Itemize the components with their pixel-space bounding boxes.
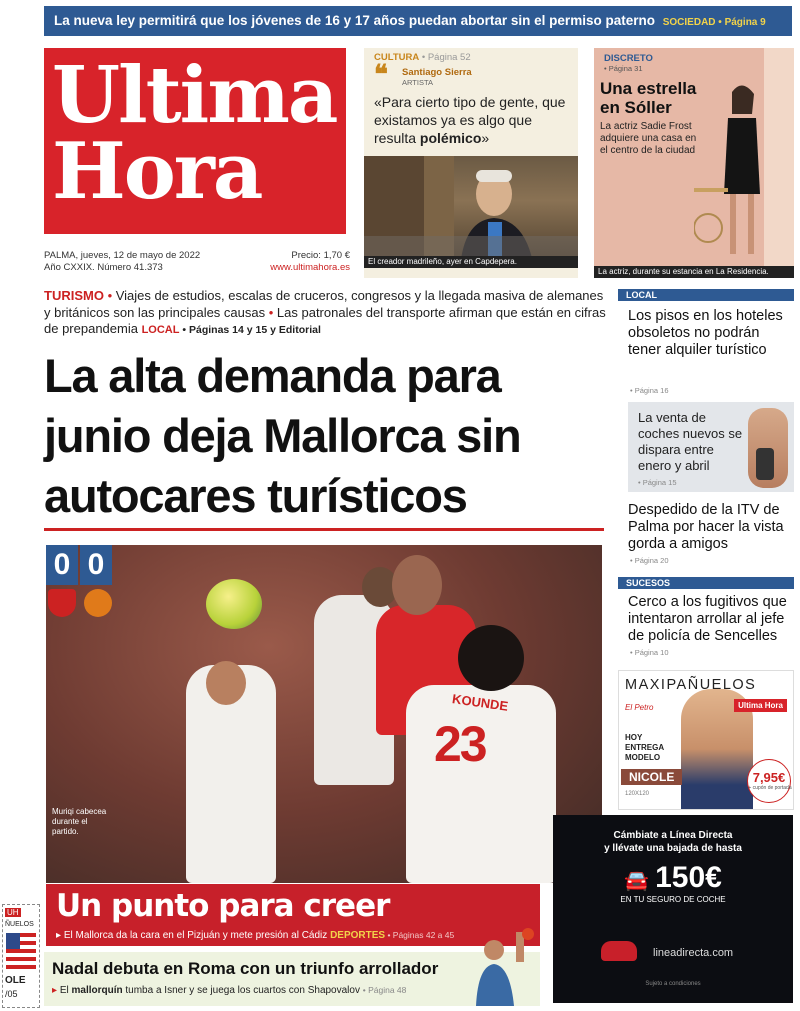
masthead-logo[interactable]	[44, 48, 346, 234]
logo-line-2: Hora	[52, 126, 262, 217]
lead-summary: TURISMO • Viajes de estudios, escalas de cruceros, congresos y la llegada masiva de alemanes y británicos son las principales causas • Las patronales del transporte afirman que están en cifras de prepandemia LOCAL • Páginas 14 y 15 y Editorial	[44, 288, 606, 336]
ad-line-1: Cámbiate a Línea Directa	[613, 830, 733, 841]
section-label-local[interactable]: LOCAL	[618, 289, 794, 301]
ad-line-2: y llévate una bajada de hasta	[604, 843, 742, 854]
shirt-number: 23	[434, 716, 486, 772]
discreto-box[interactable]	[594, 48, 794, 278]
ad-title: MAXIPAÑUELOS	[625, 677, 757, 693]
story-pisos[interactable]: Los pisos en los hoteles obsoletos no podrán tener alquiler turístico	[628, 308, 783, 358]
story-coches-box[interactable]	[628, 402, 794, 492]
discreto-page: • Página 31	[604, 64, 643, 73]
story-itv[interactable]: Despedido de la ITV de Palma por hacer la vista gorda a amigos	[628, 502, 784, 552]
edge-text-2: OLE	[5, 975, 26, 986]
discreto-title: Una estrella en Sóller	[600, 79, 697, 117]
score-away: 0	[80, 545, 112, 585]
main-headline[interactable]: La alta demanda para junio deja Mallorca sin autocares turísticos	[44, 349, 521, 522]
site-url[interactable]: www.ultimahora.es	[270, 262, 350, 273]
cultura-kicker: CULTURA	[374, 52, 420, 63]
edition-text: Año CXXIX. Número 41.373	[44, 262, 163, 273]
story-sencelles-page: • Página 10	[630, 648, 669, 657]
ad-line: HOY ENTREGA MODELO	[625, 733, 664, 762]
divider	[44, 528, 604, 531]
ad-brand: El Petro	[625, 703, 654, 712]
ad-badge: Ultima Hora	[734, 699, 787, 712]
ad-url[interactable]: lineadirecta.com	[653, 947, 734, 959]
ad-sub: EN TU SEGURO DE COCHE	[620, 895, 726, 904]
story-pisos-page: • Página 16	[630, 386, 669, 395]
dateline	[44, 250, 350, 274]
ad-size: 120X120	[625, 791, 650, 797]
edge-promo[interactable]	[2, 904, 40, 1008]
linea-directa-ad[interactable]	[553, 815, 793, 1003]
cultura-author: Santiago Sierra	[402, 67, 472, 78]
flag-icon	[6, 933, 36, 969]
edge-logo: UH	[7, 908, 19, 917]
triangle-icon: ▸	[56, 930, 64, 941]
nadal-photo	[464, 928, 540, 1006]
cultura-role: ARTISTA	[402, 78, 433, 87]
discreto-caption: La actriz, durante su estancia en La Residencia.	[594, 266, 794, 278]
date-text: PALMA, jueves, 12 de mayo de 2022	[44, 250, 201, 261]
ad-model: NICOLE	[621, 769, 682, 785]
story-itv-page: • Página 20	[630, 556, 669, 565]
edge-text-1: ÑUELOS	[5, 921, 34, 928]
sports-subline: ▸ El Mallorca da la cara en el Pizjuán y mete presión al Cádiz DEPORTES • Páginas 42 a 45	[56, 930, 455, 941]
bullet-icon: •	[103, 288, 113, 303]
score-home: 0	[46, 545, 78, 585]
shirt-name: KOUNDE	[451, 691, 510, 714]
lead-tag: TURISMO	[44, 288, 104, 303]
nadal-subline: ▸ El mallorquín tumba a Isner y se juega los cuartos con Shapovalov • Página 48	[52, 985, 407, 996]
car-key-icon	[756, 448, 774, 480]
discreto-text: La actriz Sadie Frost adquiere una casa en el centro de la ciudad	[600, 121, 697, 156]
discreto-photo	[694, 48, 794, 266]
story-sencelles[interactable]: Cerco a los fugitivos que intentaron arrollar al jefe de policía de Sencelles	[628, 594, 787, 644]
cultura-photo	[364, 156, 578, 268]
story-coches-page: • Página 15	[638, 478, 677, 487]
bullet-icon: •	[268, 304, 274, 320]
cultura-caption: El creador madrileño, ayer en Capdepera.	[364, 256, 578, 268]
cultura-page: • Página 52	[419, 52, 471, 63]
football-photo[interactable]	[46, 545, 602, 883]
sevilla-crest-icon	[48, 589, 76, 617]
top-banner-text: La nueva ley permitirá que los jóvenes de 16 y 17 años puedan abortar sin el permiso paterno	[54, 13, 655, 28]
red-car-icon	[601, 941, 637, 961]
cultura-box[interactable]	[364, 48, 578, 278]
lead-section[interactable]: LOCAL	[141, 324, 180, 336]
cultura-quote: «Para cierto tipo de gente, que existamos ya es algo que resulta polémico»	[374, 94, 566, 146]
triangle-icon: ▸	[52, 985, 60, 996]
ball-icon	[206, 579, 262, 629]
nadal-box[interactable]	[44, 952, 540, 1006]
mallorca-crest-icon	[84, 589, 112, 617]
top-banner-section: SOCIEDAD • Página 9	[662, 17, 766, 28]
top-banner[interactable]	[44, 6, 792, 36]
ad-price: 7,95€ + cupón de portada	[747, 759, 791, 803]
story-coches: La venta de coches nuevos se dispara entre enero y abril	[638, 410, 743, 473]
price-text: Precio: 1,70 €	[291, 250, 350, 261]
football-caption: Muriqi cabecea durante el partido.	[52, 807, 107, 836]
nadal-headline: Nadal debuta en Roma con un triunfo arrollador	[52, 959, 439, 978]
maxipanuelos-ad[interactable]	[618, 670, 794, 810]
logo-line-1: Ultima	[52, 50, 337, 141]
sports-headline: Un punto para creer	[56, 888, 390, 924]
quote-icon: ❝	[374, 59, 388, 89]
edge-text-3: /05	[5, 989, 18, 999]
section-label-sucesos[interactable]: SUCESOS	[618, 577, 794, 589]
ad-legal: Sujeto a condiciones	[645, 981, 701, 987]
car-icon: 🚘	[624, 870, 650, 892]
discreto-kicker: DISCRETO	[604, 53, 653, 64]
ad-amount: 🚘 150€	[624, 861, 722, 894]
